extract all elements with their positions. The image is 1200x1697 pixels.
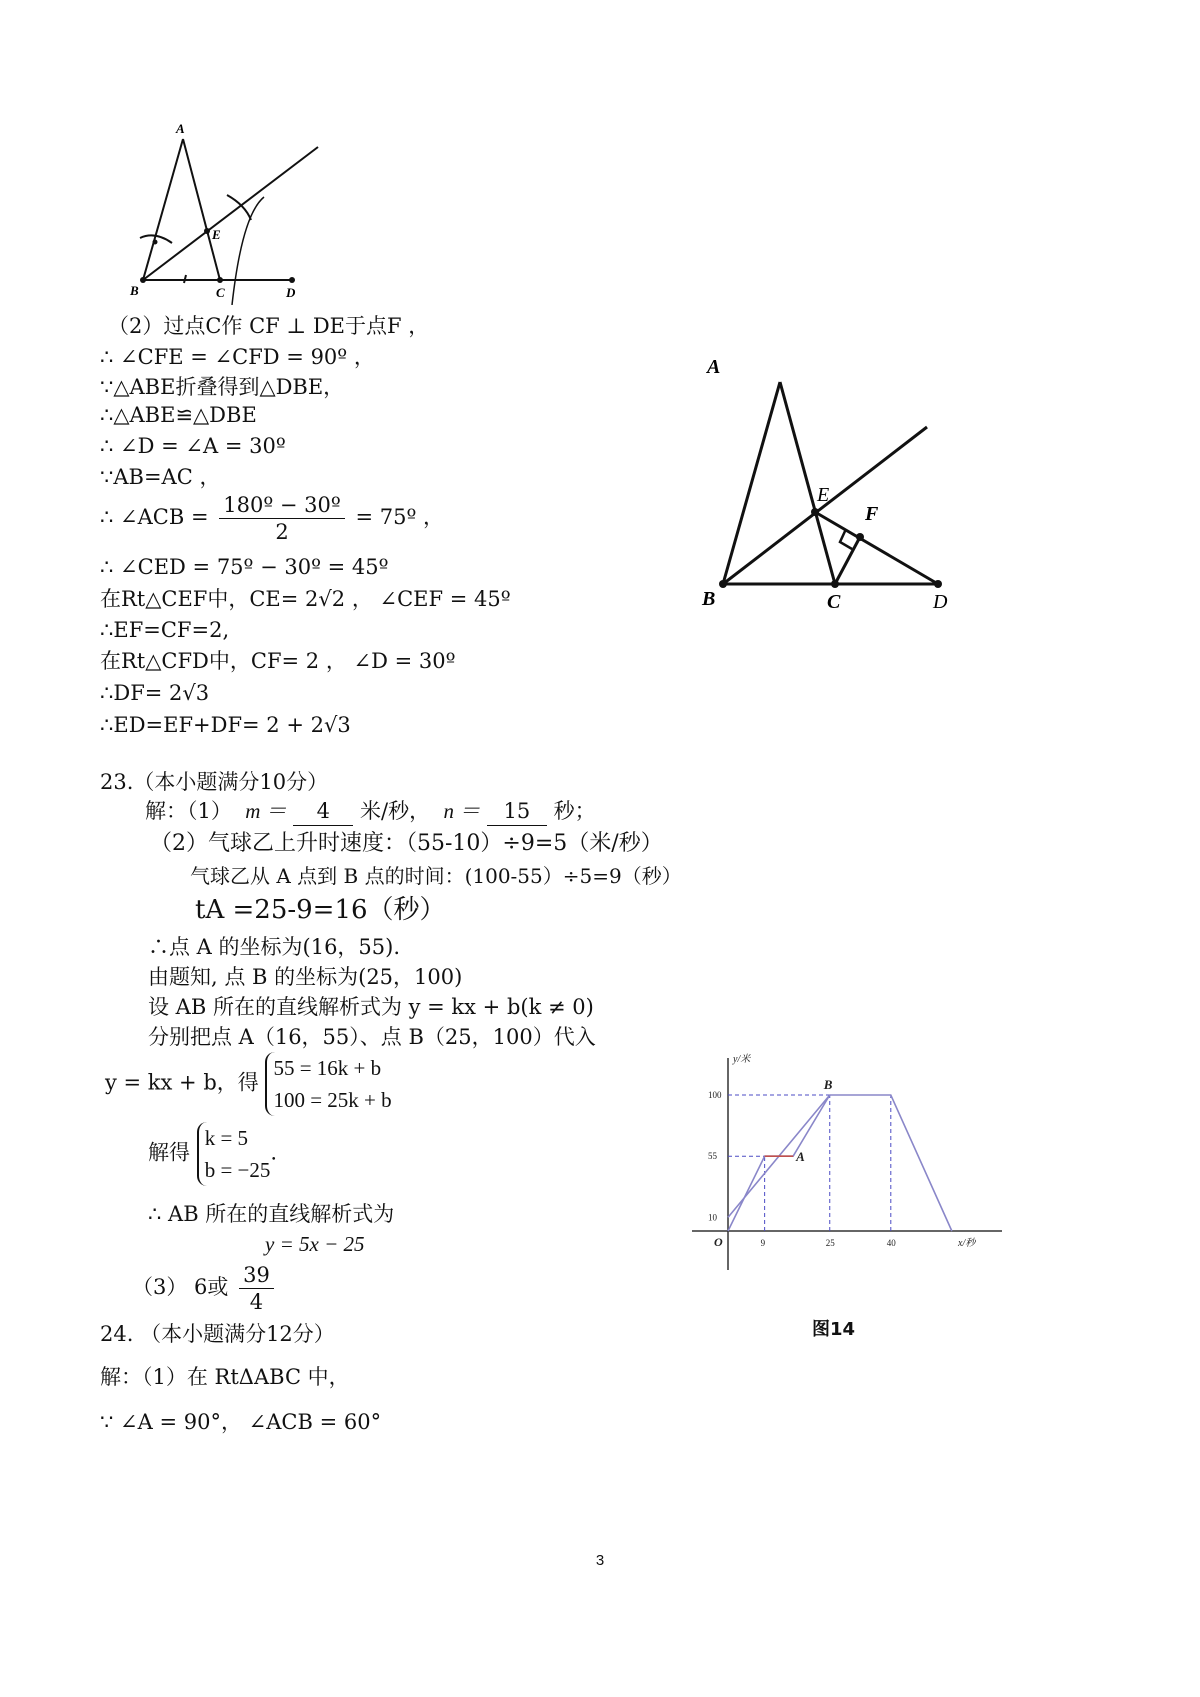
q22-line-2: ∴ ∠CFE = ∠CFD = 90º ，: [100, 345, 375, 369]
y-tick-label: 10: [708, 1212, 717, 1223]
figure-caption: 图14: [812, 1319, 856, 1340]
point-label-b: B: [823, 1077, 833, 1092]
q24-line-2: ∵ ∠A = 90°， ∠ACB = 60°: [100, 1410, 382, 1434]
fig2-label-c: C: [827, 591, 841, 613]
motion-graph: [690, 1050, 1010, 1280]
q22-line-9: 在Rt△CEF中，CE= 2√2 ， ∠CEF = 45º: [100, 587, 511, 611]
fig2-label-d: D: [933, 591, 948, 613]
q23-part2-line-6: 设 AB 所在的直线解析式为 y = kx + b(k ≠ 0): [148, 995, 594, 1019]
fig1-label-a: A: [176, 121, 185, 136]
q23-part2-line-1: （2）气球乙上升时速度：（55-10）÷9=5（米/秒）: [150, 831, 663, 856]
fraction: [219, 492, 345, 545]
n-label: n ＝: [443, 799, 481, 823]
q23-system: [105, 1052, 392, 1116]
q22-line-8: ∴ ∠CED = 75º − 30º = 45º: [100, 555, 389, 579]
solution-prefix: 解得: [148, 1140, 190, 1165]
q23-part2-line-3: tA =25-9=16（秒）: [195, 895, 446, 925]
q23-header: 23.（本小题满分10分）: [100, 770, 329, 794]
q23-part3: [132, 1262, 278, 1315]
y-axis-label: y/米: [733, 1054, 751, 1065]
fig2-label-b: B: [702, 588, 716, 610]
equation-system: [265, 1052, 391, 1116]
q23-solution: [148, 1122, 277, 1186]
q23-part3-prefix: （3） 6或: [132, 1275, 229, 1299]
x-axis-label: x/秒: [958, 1238, 976, 1249]
q22-line-4: ∴△ABE≌△DBE: [100, 403, 257, 427]
fig1-label-b: B: [130, 283, 139, 298]
q22-line-12: ∴DF= 2√3: [100, 681, 210, 705]
equation-2: 100 = 25k + b: [273, 1088, 392, 1112]
triangle-figure: [690, 345, 950, 625]
fig1-label-e: E: [212, 227, 221, 242]
solution-system: [197, 1122, 271, 1186]
q23-part2-line-4: ∴点 A 的坐标为(16，55).: [148, 935, 401, 959]
q22-line-7: [100, 492, 444, 545]
solution-period: .: [270, 1140, 278, 1165]
q23-part2-line-10: y = 5x − 25: [265, 1232, 365, 1256]
q22-line-6: ∵AB=AC ，: [100, 465, 221, 489]
q23-system-prefix: y = kx + b，得: [105, 1070, 259, 1095]
answer-fraction-numerator: 39: [239, 1262, 274, 1289]
q23-part2-line-9: ∴ AB 所在的直线解析式为: [148, 1202, 395, 1226]
q22-line-1: （2）过点C作 CF ⊥ DE于点F ，: [108, 314, 430, 338]
solution-b: b = −25: [204, 1158, 271, 1182]
fig1-label-d: D: [286, 285, 296, 300]
y-tick-label: 100: [708, 1090, 722, 1100]
fig1-label-c: C: [216, 285, 225, 300]
q22-line-13: ∴ED=EF+DF= 2 + 2√3: [100, 713, 351, 737]
series-line-1: [728, 1095, 830, 1231]
m-answer: 4: [293, 797, 353, 826]
q22-line-7-pre: ∴ ∠ACB =: [100, 505, 209, 529]
x-tick-label: 25: [825, 1238, 835, 1248]
fig2-label-f: F: [865, 503, 879, 525]
y-tick-label: 55: [708, 1151, 717, 1162]
q24-line-1: 解：（1）在 RtΔABC 中，: [100, 1365, 350, 1389]
q23-part2-line-7: 分别把点 A（16，55）、点 B（25，100）代入: [148, 1025, 596, 1049]
solution-k: k = 5: [204, 1126, 249, 1150]
q23-part2-line-5: 由题知, 点 B 的坐标为(25，100): [148, 965, 463, 989]
fig2-label-a: A: [707, 356, 721, 378]
n-answer: 15: [487, 797, 547, 826]
fraction-numerator: 180º − 30º: [219, 492, 345, 519]
page-number: 3: [595, 1552, 605, 1569]
x-tick-label: 40: [886, 1238, 896, 1248]
fraction-denominator: 2: [275, 520, 289, 544]
origin-label: O: [714, 1235, 723, 1249]
x-tick-label: 9: [760, 1238, 766, 1248]
q22-line-10: ∴EF=CF=2,: [100, 618, 230, 642]
q24-header: 24. （本小题满分12分）: [100, 1322, 335, 1346]
m-unit: 米/秒，: [360, 799, 431, 823]
q23-part1-prefix: 解：（1）: [145, 799, 232, 823]
q22-line-5: ∴ ∠D = ∠A = 30º: [100, 434, 286, 458]
construction-figure: [120, 115, 340, 305]
answer-fraction-denominator: 4: [249, 1290, 264, 1314]
point-label-a: A: [796, 1149, 805, 1165]
n-unit: 秒；: [553, 799, 596, 823]
m-label: m ＝: [245, 799, 287, 823]
q23-part1: [145, 797, 596, 826]
equation-1: 55 = 16k + b: [273, 1056, 382, 1080]
answer-fraction: [239, 1262, 274, 1315]
q22-line-11: 在Rt△CFD中，CF= 2 ， ∠D = 30º: [100, 649, 456, 673]
q23-part2-line-2: 气球乙从 A 点到 B 点的时间：(100-55）÷5=9（秒）: [190, 864, 682, 888]
fig2-label-e: E: [817, 484, 830, 506]
q22-line-7-post: = 75º ，: [355, 505, 444, 529]
q22-line-3: ∵△ABE折叠得到△DBE，: [100, 375, 345, 399]
